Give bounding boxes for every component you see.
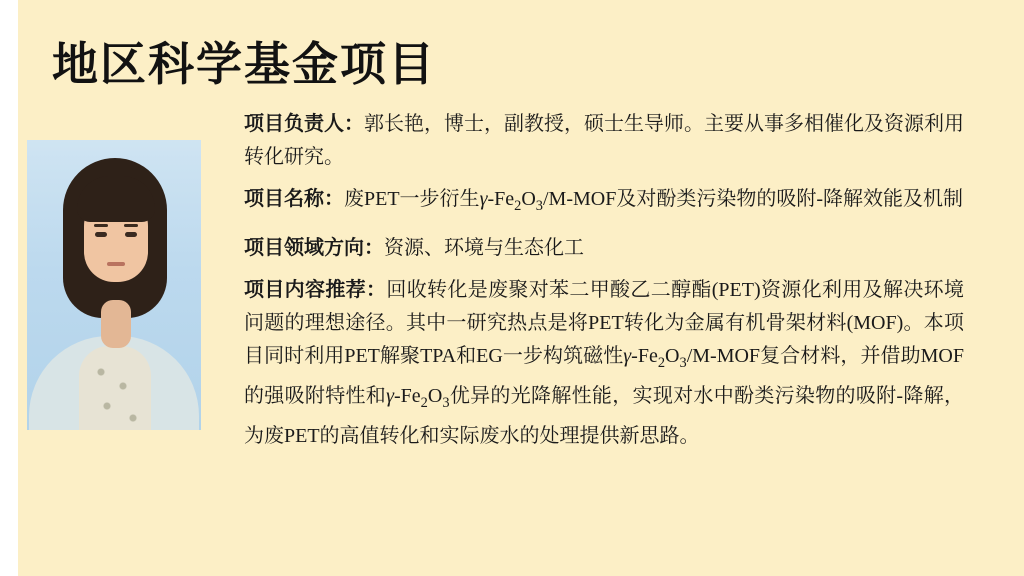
text-project-name: 废PET一步衍生$\gamma-Fe_2O_3/M$-MOF及对酚类污染物的吸附-降解效能及机制 <box>344 188 963 214</box>
label-field: 项目领域方向： <box>244 237 384 259</box>
paragraph-project-name <box>244 183 964 223</box>
text-field: 资源、环境与生态化工 <box>384 237 584 259</box>
text-content: 回收转化是废聚对苯二甲酸乙二醇酯(PET)资源化利用及解决环境问题的理想途径。其中一研究热点是将PET转化为金属有机骨架材料(MOF)。本项目同时利用PET解聚TPA和EG一步构筑磁性$\gamma-Fe_2O_3/M$-MOF复合材料，并借助MOF的强吸附特性和$\gamma-Fe_2O_3$优异的光降解性能，实现对水中酚类污染物的吸附-降解，为废PET的高值转化和实际废水的处理提供新思路。 <box>244 279 964 447</box>
text-leader: 郭长艳，博士，副教授，硕士生导师。主要从事多相催化及资源利用转化研究。 <box>244 113 964 168</box>
photo-hair-front <box>77 176 155 222</box>
photo-eye-left <box>95 232 107 237</box>
project-description <box>244 108 964 462</box>
photo-eyebrow-left <box>94 224 108 227</box>
profile-photo <box>27 140 201 430</box>
photo-blouse <box>79 346 151 430</box>
photo-mouth <box>107 262 125 266</box>
page-title: 地区科学基金项目 <box>52 39 436 90</box>
paragraph-leader <box>244 108 964 174</box>
label-project-name: 项目名称： <box>244 188 344 210</box>
left-white-stripe <box>0 0 18 576</box>
photo-eyebrow-right <box>124 224 138 227</box>
label-content: 项目内容推荐： <box>244 279 387 301</box>
label-leader: 项目负责人： <box>244 113 364 135</box>
paragraph-content <box>244 274 964 453</box>
photo-neck <box>101 300 131 348</box>
photo-eye-right <box>125 232 137 237</box>
paragraph-field <box>244 232 964 265</box>
